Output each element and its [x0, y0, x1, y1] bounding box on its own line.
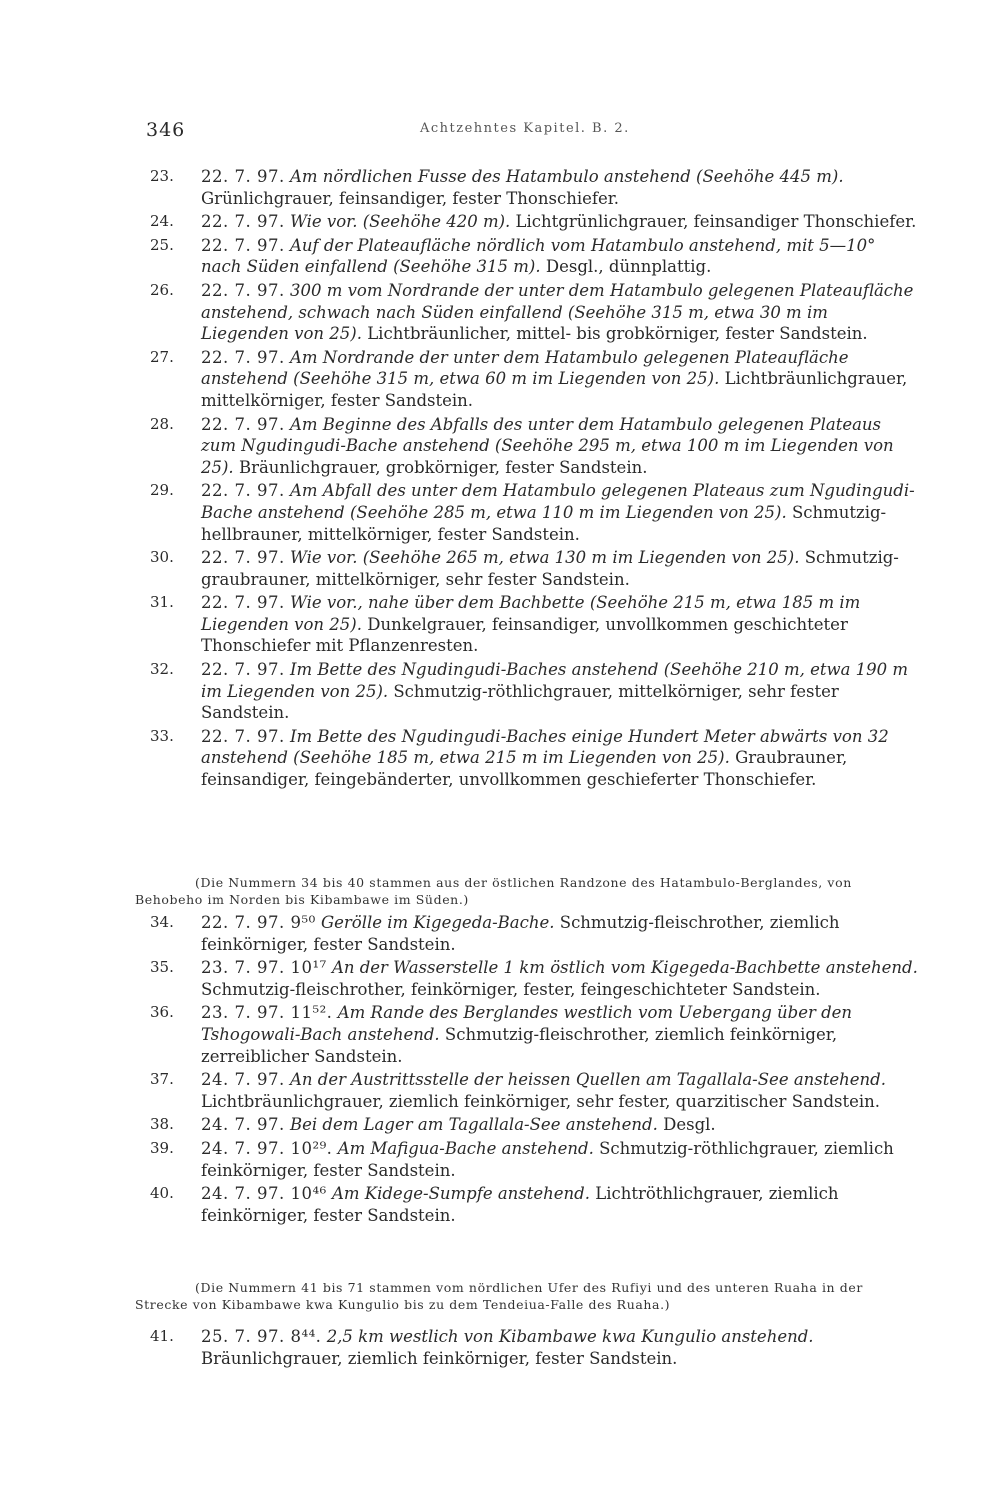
entry-date: 23. 7. 97. 10¹⁷	[201, 958, 327, 978]
entry-number: 28.	[150, 414, 174, 433]
entry-date: 22. 7. 97.	[201, 280, 285, 300]
entry-description: Bräunlichgrauer, ziemlich feinkörniger, fester Sandstein.	[201, 1348, 678, 1368]
entry-description: Lichtbräunlicher, mittel- bis grobkörniger, fester Sandstein.	[367, 324, 868, 344]
entry-location: An der Wasserstelle 1 km östlich vom Kigegeda-Bachbette anstehend.	[331, 958, 918, 978]
entry-description: Schmutzig-graubrauner, mittelkörniger, sehr fester Sandstein.	[201, 548, 899, 589]
entry-location: Wie vor. (Seehöhe 265 m, etwa 130 m im Liegenden von 25).	[289, 548, 800, 568]
entry-description: Lichtröthlichgrauer, ziemlich feinkörniger, fester Sandstein.	[201, 1184, 839, 1225]
specimen-entry	[130, 235, 920, 278]
specimen-entry	[130, 912, 920, 955]
specimen-entry	[130, 480, 920, 545]
entry-location: Auf der Plateaufläche nördlich vom Hatambulo anstehend, mit 5—10° nach Süden einfallend (Seehöhe 315 m).	[201, 235, 876, 277]
entry-date: 22. 7. 97.	[201, 481, 285, 501]
entry-number: 32.	[150, 660, 174, 679]
entry-location: Im Bette des Ngudingudi-Baches einige Hundert Meter abwärts von 32 anstehend (Seehöhe 185 m, etwa 215 m im Liegenden von 25).	[201, 726, 889, 768]
entry-date: 22. 7. 97.	[201, 347, 285, 367]
entry-location: 2,5 km westlich von Kibambawe kwa Kungulio anstehend.	[326, 1327, 814, 1346]
entry-number: 36.	[150, 1003, 174, 1022]
page-header	[0, 119, 1000, 149]
entry-number: 27.	[150, 347, 174, 366]
entry-date: 24. 7. 97.	[201, 1070, 285, 1090]
specimen-list-c	[130, 1326, 920, 1371]
specimen-entry	[130, 211, 920, 233]
specimen-list-a	[130, 166, 920, 793]
entry-number: 30.	[150, 548, 174, 567]
entry-date: 22. 7. 97.	[201, 593, 285, 613]
specimen-entry	[130, 1069, 920, 1112]
entry-date: 22. 7. 97. 9⁵⁰	[201, 913, 316, 932]
specimen-entry	[130, 1002, 920, 1067]
entry-number: 26.	[150, 280, 174, 299]
running-head: Achtzehntes Kapitel. B. 2.	[420, 121, 630, 136]
entry-date: 22. 7. 97.	[201, 660, 285, 680]
entry-date: 22. 7. 97.	[201, 548, 285, 568]
entry-date: 22. 7. 97.	[201, 167, 285, 186]
entry-location: Gerölle im Kigegeda-Bache.	[320, 913, 555, 932]
entry-description: Desgl.	[663, 1115, 716, 1135]
entry-description: Schmutzig-hellbrauner, mittelkörniger, fester Sandstein.	[201, 502, 887, 544]
entry-number: 35.	[150, 958, 174, 977]
entry-date: 22. 7. 97.	[201, 212, 285, 232]
specimen-entry	[130, 280, 920, 345]
entry-location: Wie vor., nahe über dem Bachbette (Seehöhe 215 m, etwa 185 m im Liegenden von 25).	[201, 593, 861, 634]
specimen-entry	[130, 957, 920, 1000]
entry-date: 22. 7. 97.	[201, 726, 285, 746]
entry-description: Schmutzig-fleischrother, ziemlich feinkörniger, zerreiblicher Sandstein.	[201, 1024, 838, 1066]
entry-number: 25.	[150, 235, 174, 254]
entry-number: 33.	[150, 726, 174, 745]
entry-location: Bei dem Lager am Tagallala-See anstehend.	[289, 1115, 658, 1135]
entry-location: Am Abfall des unter dem Hatambulo gelegenen Plateaus zum Ngudingudi-Bache anstehend (Seehöhe 285 m, etwa 110 m im Liegenden von 25).	[201, 481, 915, 522]
entry-description: Lichtbräunlichgrauer, ziemlich feinkörniger, sehr fester, quarzitischer Sandstein.	[201, 1091, 881, 1111]
entry-number: 24.	[150, 212, 174, 231]
entry-date: 24. 7. 97.	[201, 1115, 285, 1135]
entry-location: Am Beginne des Abfalls des unter dem Hatambulo gelegenen Plateaus zum Ngudingudi-Bache anstehend (Seehöhe 295 m, etwa 100 m im Liegenden von 25).	[201, 414, 894, 477]
entry-description: Desgl., dünnplattig.	[545, 257, 712, 277]
entry-date: 22. 7. 97.	[201, 235, 285, 255]
entry-number: 41.	[150, 1327, 174, 1345]
entry-date: 25. 7. 97. 8⁴⁴.	[201, 1327, 322, 1346]
specimen-entry	[130, 1326, 920, 1369]
specimen-entry	[130, 166, 920, 209]
entry-number: 37.	[150, 1070, 174, 1089]
entry-date: 22. 7. 97.	[201, 414, 285, 434]
entry-date: 23. 7. 97. 11⁵².	[201, 1003, 333, 1023]
entry-location: 300 m vom Nordrande der unter dem Hatambulo gelegenen Plateaufläche anstehend, schwach nach Süden einfallend (Seehöhe 315 m, etwa 30 m im Liegenden von 25).	[201, 280, 914, 344]
section-note-a: (Die Nummern 34 bis 40 stammen aus der östlichen Randzone des Hatambulo-Berglandes, von Behobeho im Norden bis Kibambawe im Süden.)	[135, 875, 852, 907]
specimen-list-b	[130, 912, 920, 1228]
specimen-entry	[130, 414, 920, 479]
entry-description: Lichtbräunlichgrauer, mittelkörniger, fester Sandstein.	[201, 369, 908, 410]
entry-description: Dunkelgrauer, feinsandiger, unvollkommen geschichteter Thonschiefer mit Pflanzenresten.	[201, 614, 848, 656]
entry-location: An der Austrittsstelle der heissen Quellen am Tagallala-See anstehend.	[289, 1070, 886, 1090]
entry-number: 29.	[150, 481, 174, 500]
specimen-entry	[130, 1138, 920, 1181]
entry-location: Wie vor. (Seehöhe 420 m).	[289, 212, 511, 232]
entry-description: Grünlichgrauer, feinsandiger, fester Thonschiefer.	[201, 188, 620, 208]
entry-number: 31.	[150, 593, 174, 612]
entry-location: Am Rande des Berglandes westlich vom Uebergang über den Tshogowali-Bach anstehend.	[201, 1003, 853, 1044]
entry-date: 24. 7. 97. 10²⁹.	[201, 1138, 333, 1158]
entry-number: 40.	[150, 1184, 174, 1203]
entry-number: 34.	[150, 913, 174, 931]
specimen-entry	[130, 726, 920, 791]
specimen-entry	[130, 592, 920, 657]
entry-location: Im Bette des Ngudingudi-Baches anstehend (Seehöhe 210 m, etwa 190 m im Liegenden von 25).	[201, 660, 909, 701]
entry-location: Am nördlichen Fusse des Hatambulo anstehend (Seehöhe 445 m).	[289, 167, 844, 186]
specimen-entry	[130, 347, 920, 412]
entry-description: Schmutzig-röthlichgrauer, mittelkörniger, sehr fester Sandstein.	[201, 681, 839, 723]
entry-location: Am Mafigua-Bache anstehend.	[337, 1138, 594, 1158]
entry-description: Schmutzig-fleischrother, ziemlich feinkörniger, fester Sandstein.	[201, 913, 840, 954]
entry-description: Schmutzig-fleischrother, feinkörniger, fester, feingeschichteter Sandstein.	[201, 979, 821, 999]
specimen-entry	[130, 659, 920, 724]
specimen-entry	[130, 547, 920, 590]
entry-date: 24. 7. 97. 10⁴⁶	[201, 1184, 327, 1204]
page-number: 346	[146, 119, 186, 141]
specimen-entry	[130, 1183, 920, 1226]
entry-number: 39.	[150, 1138, 174, 1157]
section-note-b: (Die Nummern 41 bis 71 stammen vom nördlichen Ufer des Rufiyi und des unteren Ruaha in der Strecke von Kibambawe kwa Kungulio bis zu dem Tendeiua-Falle des Ruaha.)	[135, 1280, 863, 1312]
entry-description: Graubrauner, feinsandiger, feingebänderter, unvollkommen geschieferter Thonschiefer.	[201, 748, 848, 790]
entry-location: Am Nordrande der unter dem Hatambulo gelegenen Plateaufläche anstehend (Seehöhe 315 m, etwa 60 m im Liegenden von 25).	[201, 347, 849, 389]
entry-description: Bräunlichgrauer, grobkörniger, fester Sandstein.	[238, 457, 648, 477]
entry-number: 38.	[150, 1115, 174, 1134]
entry-description: Lichtgrünlichgrauer, feinsandiger Thonschiefer.	[515, 212, 917, 232]
specimen-entry	[130, 1114, 920, 1136]
entry-number: 23.	[150, 167, 174, 185]
entry-description: Schmutzig-röthlichgrauer, ziemlich feinkörniger, fester Sandstein.	[201, 1138, 894, 1180]
entry-location: Am Kidege-Sumpfe anstehend.	[331, 1184, 590, 1204]
